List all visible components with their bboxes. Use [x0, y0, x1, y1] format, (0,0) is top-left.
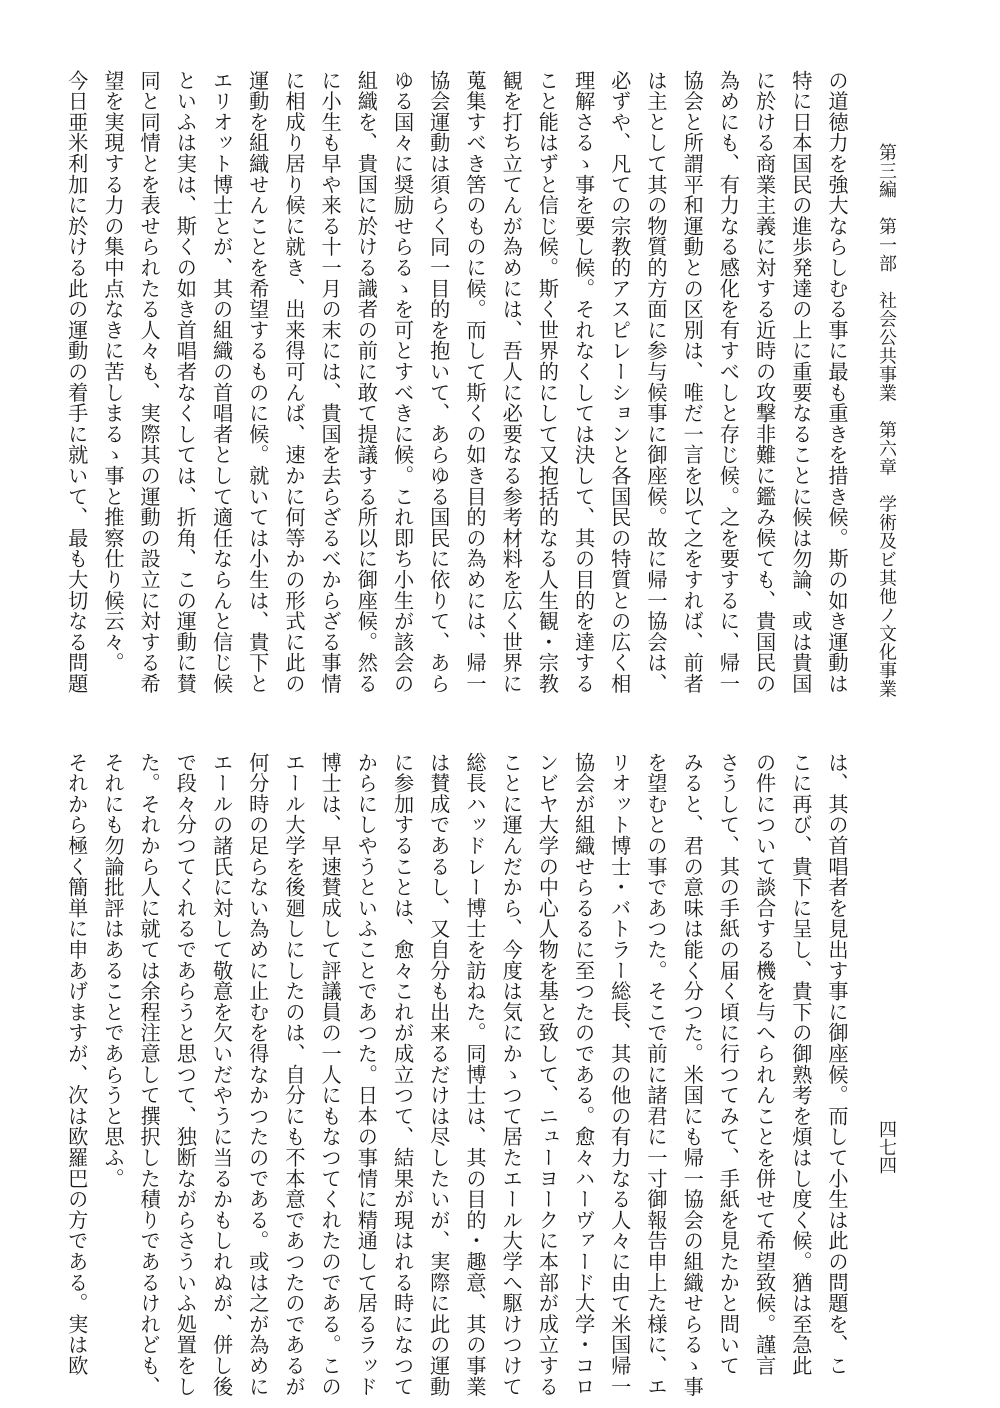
text-line: ゆる国々に奨励せらるゝを可とすべきに候。これ即ち小生が該会の: [390, 70, 415, 694]
text-line: みると、君の意味は能く分つた。米国にも帰一協会の組織せらるゝ事: [680, 752, 705, 1397]
text-line: 同と同情とを表せられたる人々も、実際其の運動の設立に対する希: [137, 70, 162, 694]
lower-text-block: [60, 752, 855, 1397]
text-line: からにしやうといふことであつた。日本の事情に精通して居るラッド: [354, 752, 379, 1397]
page-number: 四七四: [876, 1120, 897, 1174]
text-line: 協会が組織せらるるに至つたのである。愈々ハーヴァード大学・コロ: [571, 752, 596, 1397]
text-line: 理解さるゝ事を要し候。それなくしては決して、其の目的を達する: [571, 70, 596, 694]
text-line: エリオット博士とが、其の組織の首唱者として適任ならんと信じ候: [209, 70, 234, 694]
text-line: エールの諸氏に対して敬意を欠いだやうに当るかもしれぬが、併し後: [209, 752, 234, 1397]
text-line: こと能はずと信じ候。斯く世界的にして又抱括的なる人生観・宗教: [535, 70, 560, 694]
running-head: 第三編 第一部 社会公共事業 第六章 学術及ビ其他ノ文化事業: [876, 143, 897, 698]
text-line: こに再び、貴下に呈し、貴下の御熟考を煩はし度く候。猶は至急此: [788, 752, 813, 1376]
text-line: に小生も早や来る十一月の末には、貴国を去らざるべからざる事情: [318, 70, 343, 694]
text-line: それから極く簡単に申あげますが、次は欧羅巴の方である。実は欧: [64, 752, 89, 1376]
upper-text-block: [60, 70, 855, 694]
text-line: は主として其の物質的方面に参与候事に御座候。故に帰一協会は、: [643, 70, 668, 694]
text-line: に参加することは、愈々これが成立つて、結果が現はれる時になつて: [390, 752, 415, 1397]
text-line: 運動を組織せんことを希望するものに候。就いては小生は、貴下と: [245, 70, 270, 694]
text-line: の道徳力を強大ならしむる事に最も重きを措き候。斯の如き運動は: [825, 70, 849, 694]
text-line: ことに運んだから、今度は気にかゝつて居たエール大学へ駆けつけて: [499, 752, 524, 1397]
text-line: それにも勿論批評はあることであらうと思ふ。: [100, 752, 125, 1189]
text-line: ンビヤ大学の中心人物を基と致して、ニューヨークに本部が成立する: [535, 752, 560, 1397]
text-line: 必ずや、凡ての宗教的アスピレーションと各国民の特質との広く相: [607, 70, 632, 694]
text-line: 今日亜米利加に於ける此の運動の着手に就いて、最も大切なる問題: [64, 70, 89, 694]
text-line: 総長ハッドレー博士を訪ねた。同博士は、其の目的・趣意、其の事業: [462, 752, 487, 1397]
text-line: 組織を、貴国に於ける識者の前に敢て提議する所以に御座候。然る: [354, 70, 379, 694]
text-line: 為めにも、有力なる感化を有すべしと存じ候。之を要するに、帰一: [716, 70, 741, 694]
text-line: 博士は、早速賛成して評議員の一人にもなつてくれたのである。この: [318, 752, 343, 1397]
text-line: の件について談合する機を与へられんことを併せて希望致候。謹言: [752, 752, 777, 1376]
text-line: に於ける商業主義に対する近時の攻撃非難に鑑み候ても、貴国民の: [752, 70, 777, 694]
text-line: で段々分つてくれるであらうと思つて、独断ながらさういふ処置をし: [173, 752, 198, 1397]
text-line: 特に日本国民の進歩発達の上に重要なることに候は勿論、或は貴国: [788, 70, 813, 694]
text-line: 協会運動は須らく同一目的を抱いて、あらゆる国民に依りて、あら: [426, 70, 451, 694]
text-line: は、其の首唱者を見出す事に御座候。而して小生は此の問題を、こ: [825, 752, 849, 1376]
text-line: 何分時の足らない為めに止むを得なかつたのである。或は之が為めに: [245, 752, 270, 1397]
text-line: 望を実現する力の集中点なきに苦しまるゝ事と推察仕り候云々。: [100, 70, 125, 674]
text-line: に相成り居り候に就き、出来得可んば、速かに何等かの形式に此の: [281, 70, 306, 694]
text-line: さうして、其の手紙の届く頃に行つてみて、手紙を見たかと問いて: [716, 752, 741, 1376]
text-line: た。それから人に就ては余程注意して撰択した積りであるけれども、: [137, 752, 162, 1397]
text-line: 蒐集すべき筈のものに候。而して斯くの如き目的の為めには、帰一: [462, 70, 487, 694]
text-line: を望むとの事であつた。そこで前に諸君に一寸御報告申上た様に、エ: [643, 752, 668, 1397]
text-line: は賛成であるし、又自分も出来るだけは尽したいが、実際に此の運動: [426, 752, 451, 1397]
text-line: エール大学を後廻しにしたのは、自分にも不本意であつたのであるが: [281, 752, 306, 1397]
text-line: といふは実は、斯くの如き首唱者なくしては、折角、この運動に賛: [173, 70, 198, 694]
text-line: 観を打ち立てんが為めには、吾人に必要なる参考材料を広く世界に: [499, 70, 524, 694]
text-line: 協会と所謂平和運動との区別は、唯だ一言を以て之をすれば、前者: [680, 70, 705, 694]
text-line: リオット博士・バトラー総長、其の他の有力なる人々に由て米国帰一: [607, 752, 632, 1397]
